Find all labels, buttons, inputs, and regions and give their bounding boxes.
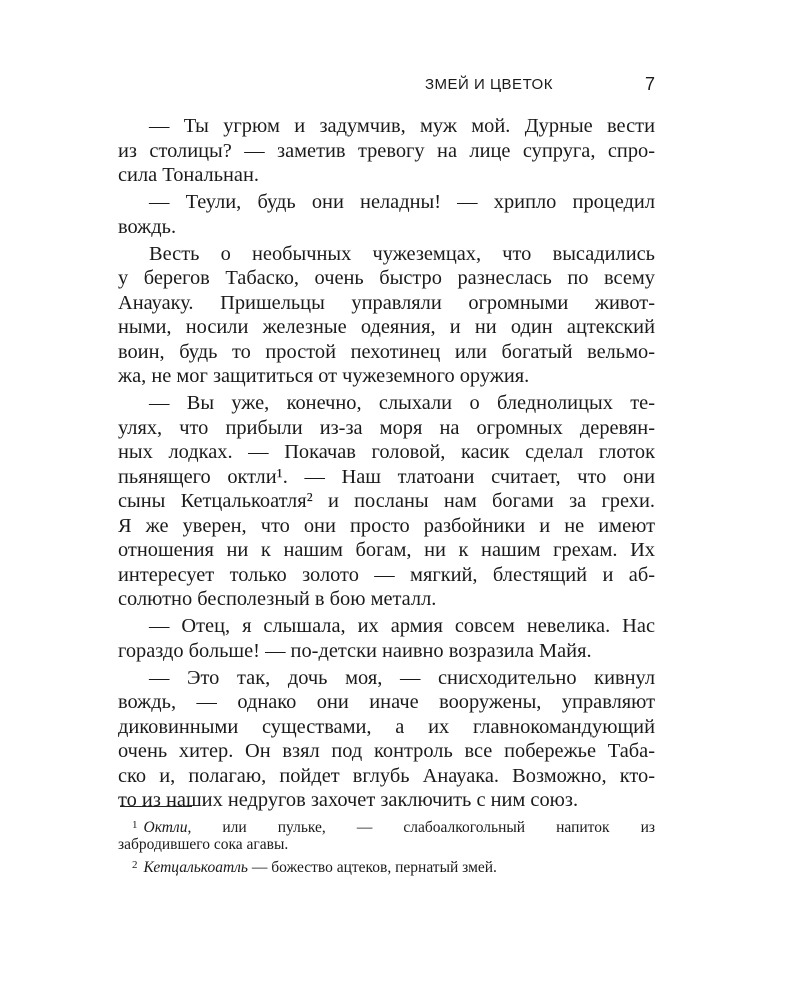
- paragraph: [118, 666, 655, 813]
- footnote-text: , или пульке, — слабоалкогольный напиток из: [187, 819, 655, 836]
- text-line: — Ты угрюм и задумчив, муж мой. Дурные вести: [149, 115, 655, 137]
- text-line: сыны Кетцалькоатля² и посланы нам богами за грехи.: [118, 490, 655, 512]
- running-title: ЗМЕЙ И ЦВЕТОК: [425, 76, 553, 93]
- running-header: [425, 76, 655, 98]
- paragraph: [118, 242, 655, 389]
- footnote-rule: [120, 806, 192, 807]
- text-line: очень хитер. Он взял под контроль все побережье Таба-: [118, 740, 655, 762]
- text-line: пьянящего октли¹. — Наш тлатоани считает, что они: [118, 465, 655, 488]
- text-line: — Теули, будь они неладны! — хрипло процедил: [149, 191, 655, 213]
- text-line: сила Тональнан.: [118, 164, 259, 186]
- text-line: вождь, — однако они иначе вооружены, управляют: [118, 691, 655, 713]
- footnote-text: — божество ацтеков, пернатый змей.: [247, 859, 497, 876]
- text-line: воин, будь то простой пехотинец или богатый вельмо-: [118, 340, 655, 363]
- text-line: солютно бесполезный в бою металл.: [118, 588, 437, 610]
- main-text: [118, 114, 655, 813]
- footnote-term: Кетцалькоатль: [143, 859, 248, 876]
- footnote-number: 1: [132, 819, 138, 831]
- text-line: Анауаку. Пришельцы управляли огромными живот-: [118, 291, 655, 314]
- paragraph: [118, 614, 655, 663]
- text-line: диковинными существами, а их главнокомандующий: [118, 715, 655, 738]
- footnote-1-continuation: забродившего сока агавы.: [118, 836, 289, 853]
- text-line: жа, не мог защититься от чужеземного оружия.: [118, 365, 530, 387]
- text-line: Я же уверен, что они просто разбойники и не имеют: [118, 514, 655, 537]
- text-line: вождь.: [118, 215, 177, 238]
- footnote-2: [118, 855, 655, 875]
- paragraph: [118, 391, 655, 612]
- text-line: — Отец, я слышала, их армия совсем невелика. Нас: [149, 615, 655, 637]
- text-line: то из наших недругов захочет заключить с ним союз.: [118, 789, 579, 811]
- footnotes: [118, 815, 655, 875]
- paragraph: [118, 190, 655, 239]
- text-line: Весть о необычных чужеземцах, что высадились: [149, 242, 655, 265]
- text-line: интересует только золото — мягкий, блестящий и аб-: [118, 563, 655, 586]
- text-line: — Это так, дочь моя, — снисходительно кивнул: [149, 666, 655, 689]
- paragraph: [118, 114, 655, 188]
- text-line: ных лодках. — Покачав головой, касик сделал глоток: [118, 441, 655, 463]
- text-line: гораздо больше! — по-детски наивно возразила Майя.: [118, 639, 592, 662]
- page-number: 7: [644, 74, 655, 94]
- text-line: у берегов Табаско, очень быстро разнеслась по всему: [118, 267, 655, 289]
- text-line: ско и, полагаю, пойдет вглубь Анауака. Возможно, кто-: [118, 764, 655, 787]
- footnote-1: [118, 815, 655, 835]
- text-line: ными, носили железные одеяния, и ни один ацтекский: [118, 316, 655, 338]
- text-line: отношения ни к нашим богам, ни к нашим грехам. Их: [118, 539, 655, 561]
- footnote-term: Октли: [143, 819, 188, 836]
- text-line: улях, что прибыли из-за моря на огромных деревян-: [118, 416, 655, 439]
- text-line: из столицы? — заметив тревогу на лице супруга, спро-: [118, 139, 655, 162]
- text-line: — Вы уже, конечно, слыхали о бледнолицых те-: [149, 392, 655, 414]
- footnote-number: 2: [132, 859, 138, 871]
